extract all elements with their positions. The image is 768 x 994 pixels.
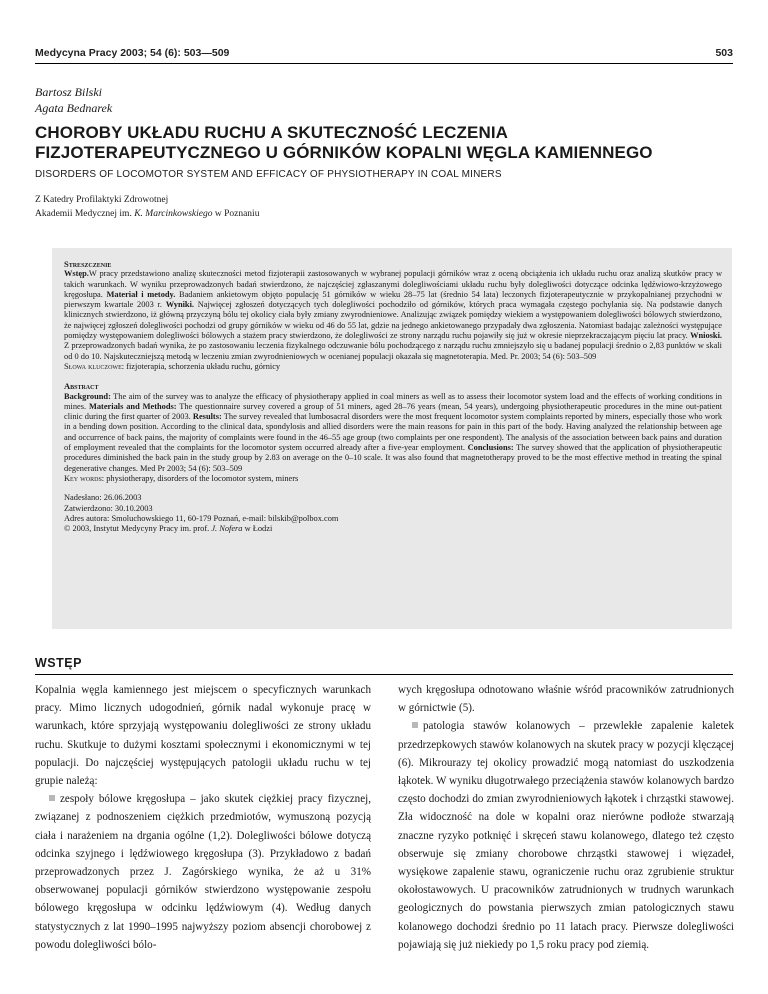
abstract-heading: Abstract xyxy=(64,381,99,392)
submission-info: Nadesłano: 26.06.2003 Zatwierdzono: 30.10.2003 Adres autora: Smoluchowskiego 11, 60-179 Poznań, e-mail: bilskib@polbox.com © 2003, Instytut Medycyny Pracy im. prof. J. Nofera w Łodzi xyxy=(64,493,339,534)
body-column-left xyxy=(35,681,371,954)
section-heading: WSTĘP xyxy=(35,656,82,670)
article-title xyxy=(35,123,735,163)
section-rule xyxy=(35,674,733,675)
abstract-keywords: Key words: physiotherapy, disorders of the locomotor system, miners xyxy=(64,473,299,483)
paragraph: wych kręgosłupa odnotowano właśnie wśród pracowników zatrudnionych w górnictwie (5). xyxy=(398,684,734,715)
author: Agata Bednarek xyxy=(35,101,113,115)
body-column-right xyxy=(398,681,734,954)
affiliation-line: Akademii Medycznej im. K. Marcinkowskiego w Poznaniu xyxy=(35,209,260,219)
abstract-en: Abstract Background: The aim of the survey was to analyze the efficacy of physiotherapy applied in coal miners as well as to assess their locomotor system load and the effects of working conditions in mines. Materials and Methods: The questionnaire survey covered a group of 51 miners, aged 28–76 years (mean, 54 years), undergoing physiotherapeutic procedures in the mine out-patient clinic during the first quarter of 2003. Results: The survey revealed that lumbosacral disorders were the most frequent locomotor system complaints reported by miners, especially those who work in a bending down position. According to the clinical data, spondylosis and allied disorders were the main reasons for pain in this part of the body. Having analyzed the relationship between age and occurrence of back pains, the majority of complaints were found in the 46–55 age group (two complaints per one respondent). The analysis of the association between back pains and duration of employment revealed that the complaints for the locomotor system occurred already after a five-year employment. Conclusions: The survey showed that the application of physiotherapeutic procedures diminished the back pain in the study group by 2.83 on average on the 0–10 scale. It was also found that magnetotherapy proved to be the most effective method in treating the spinal degenerative changes. Med Pr 2003; 54 (6): 503–509 xyxy=(64,381,723,473)
affiliation-line: Z Katedry Profilaktyki Zdrowotnej xyxy=(35,195,169,205)
title-line: CHOROBY UKŁADU RUCHU A SKUTECZNOŚĆ LECZENIA xyxy=(35,123,509,142)
paragraph: Kopalnia węgla kamiennego jest miejscem o specyficznych warunkach pracy. Mimo licznych udogodnień, górnik nadal wykonuje pracę w warunkach, które sprzyjają występowaniu dolegliwości ze strony układu ruchu. Skutkuje to dużymi kosztami społecznymi i ekonomicznymi w tej populacji. Do najczęściej występujących patologii układu ruchu w tej grupie należą: xyxy=(35,684,371,788)
page-number: 503 xyxy=(715,47,733,59)
authors xyxy=(35,84,112,116)
bullet-icon xyxy=(49,795,55,801)
english-title: DISORDERS OF LOCOMOTOR SYSTEM AND EFFICACY OF PHYSIOTHERAPY IN COAL MINERS xyxy=(35,169,502,180)
affiliation xyxy=(35,193,259,221)
abstract-box xyxy=(52,248,732,629)
journal-citation: Medycyna Pracy 2003; 54 (6): 503—509 xyxy=(35,47,230,59)
streszczenie-keywords: Słowa kluczowe: fizjoterapia, schorzenia układu ruchu, górnicy xyxy=(64,361,281,371)
title-line: FIZJOTERAPEUTYCZNEGO U GÓRNIKÓW KOPALNI WĘGLA KAMIENNEGO xyxy=(35,143,653,162)
bullet-icon xyxy=(412,722,418,728)
bullet-paragraph: patologia stawów kolanowych – przewlekłe zapalenie kaletek przedrzepkowych stawów kolanowych na skutek pracy w pozycji klęczącej (6). Mikrourazy tej okolicy prowadzić mogą natomiast do uszkodzenia łąkotek. W wyniku długotrwałego przeciążenia stawów kolanowych bardzo często dochodzi do zmian zwyrodnieniowych łąkotek i chrząstki stawowej. Zła widoczność na dole w kopalni oraz nierówne podłoże stwarzają znaczne ryzyko potknięć i skręceń stawu kolanowego, dlatego też często obserwuje się zmiany chorobowe chrząstki stawowej i więzadeł, wysiękowe zapalenie stawu, ograniczenie ruchu oraz zgrubienie struktur okołostawowych. U pracowników zatrudnionych w trudnych warunkach geologicznych do powstania pierwszych zmian patologicznych stawu kolanowego dochodzi średnio po 11 latach pracy. Pierwsze dolegliwości pojawiają się już niekiedy po 1,5 roku pracy pod ziemią. xyxy=(398,720,734,951)
author: Bartosz Bilski xyxy=(35,85,103,99)
streszczenie: Streszczenie Wstęp.W pracy przedstawiono analizę skuteczności metod fizjoterapii zastosowanych w wybranej populacji górników wraz z oceną obciążenia ich układu ruchu oraz analizą skutków pracy w takich warunkach. W wyniku przeprowadzonych badań stwierdzono, że najczęściej zgłaszanymi dolegliwościami układu ruchu były dolegliwości dotyczące odcinka lędźwiowo-krzyżowego kręgosłupa. Materiał i metody. Badaniem ankietowym objęto populację 51 górników w wieku 28–75 lat (średnio 54 lata) leczonych fizjoterapeutycznie w przykopalnianej przychodni w pierwszym kwartale 2003 r. Wyniki. Najwięcej zgłoszeń dotyczących tych dolegliwości pochodziło od górników, których praca wymagała częstego pochylania się. Na podstawie danych klinicznych stwierdzono, iż główną przyczyną bólu tej okolicy ciała były zmiany zwyrodnieniowe. Analizując związek pomiędzy wiekiem a występowaniem dolegliwości bólowych stwierdzono, że najwięcej zgłoszeń dolegliwości pochodzi od grupy górników w wieku od 46 do 55 lat, gdzie na jednego ankietowanego przypadały dwa zgłoszenia. Natomiast badając zależności występujące pomiędzy występowaniem dolegliwości bólowych a stażem pracy stwierdzono, że dolegliwości ze strony narządu ruchu pojawiły się już w okresie nieprzekraczającym pięciu lat pracy. Wnioski. Z przeprowadzonych badań wynika, że po zastosowaniu leczenia fizykalnego odczuwanie bólu pochodzącego z narządu ruchu zmniejszyło się u badanej populacji średnio o 2,83 punktów w skali od 0 do 10. Najskuteczniejszą metodą w leczeniu zmian zwyrodnieniowych w ocenianej populacji okazała się magnetoterapia. Med. Pr. 2003; 54 (6): 503–509 xyxy=(64,259,723,361)
header-rule xyxy=(35,63,733,64)
streszczenie-heading: Streszczenie xyxy=(64,259,112,269)
bullet-paragraph: zespoły bólowe kręgosłupa – jako skutek ciężkiej pracy fizycznej, związanej z podnoszeniem ciężkich przedmiotów, wymuszoną pozycją ciała i narażeniem na drgania ogólne (1,2). Dolegliwości bólowe dotyczą odcinka szyjnego i lędźwiowego kręgosłupa (3). Przykładowo z badań przeprowadzonych przez J. Zagórskiego wynika, że aż u 31% obserwowanej populacji górników stwierdzono występowanie zespołu bólowego kręgosłupa w odcinku lędźwiowym (4). Według danych statystycznych z lat 1990–1995 najwyższy poziom absencji chorobowej z powodu dolegliwości bólo- xyxy=(35,793,371,951)
